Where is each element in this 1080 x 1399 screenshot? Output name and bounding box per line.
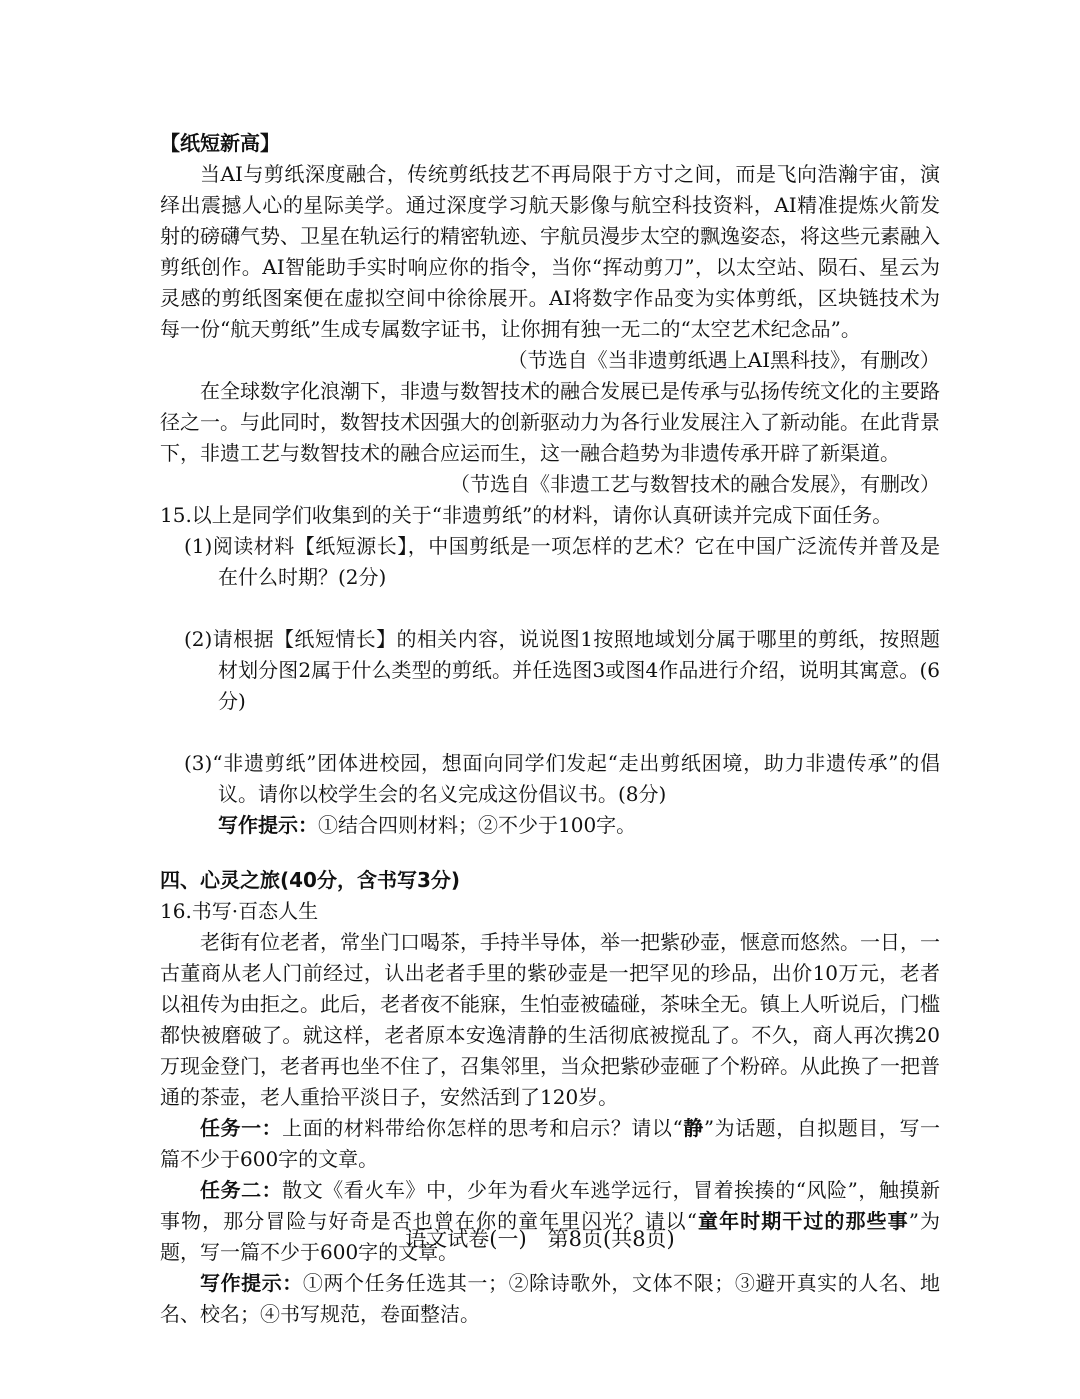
question-16-hint	[160, 1268, 940, 1330]
question-15-hint	[160, 810, 940, 841]
material-paragraph: 当AI与剪纸深度融合，传统剪纸技艺不再局限于方寸之间，而是飞向浩瀚宇宙，演绎出震撼人心的星际美学。通过深度学习航天影像与航空科技资料，AI精准提炼火箭发射的磅礴气势、卫星在轨运行的精密轨迹、宇航员漫步太空的飘逸姿态，将这些元素融入剪纸创作。AI智能助手实时响应你的指令，当你“挥动剪刀”，以太空站、陨石、星云为灵感的剪纸图案便在虚拟空间中徐徐展开。AI将数字作品变为实体剪纸，区块链技术为每一份“航天剪纸”生成专属数字证书，让你拥有独一无二的“太空艺术纪念品”。	[160, 162, 940, 341]
task-one	[160, 1113, 940, 1175]
material-paragraph: 在全球数字化浪潮下，非遗与数智技术的融合发展已是传承与弘扬传统文化的主要路径之一。与此同时，数智技术因强大的创新驱动力为各行业发展注入了新动能。在此背景下，非遗工艺与数智技术的融合应运而生，这一融合趋势为非遗传承开辟了新渠道。	[160, 379, 940, 465]
task-two-text: 散文《看火车》中，少年为看火车逃学远行，冒着挨揍的“风险”，触摸新事物，那分冒险与好奇是否也曾在你的童年里闪光？请以“	[160, 1178, 940, 1233]
hint-label: 写作提示：	[200, 1271, 303, 1295]
task-two-text: ”为题，写一篇不少于600字的文章。	[160, 1209, 940, 1264]
section-title: 四、心灵之旅(40分，含书写3分)	[160, 868, 461, 892]
material-heading: 【纸短新高】	[160, 131, 280, 155]
question-15-sub-1: (1)阅读材料【纸短源长】，中国剪纸是一项怎样的艺术？它在中国广泛流传并普及是在什么时期？(2分)	[184, 534, 940, 589]
material-source: （节选自《当非遗剪纸遇上AI黑科技》，有删改）	[507, 348, 940, 372]
question-15-sub-2: (2)请根据【纸短情长】的相关内容，说说图1按照地域划分属于哪里的剪纸，按照题材划分图2属于什么类型的剪纸。并任选图3或图4作品进行介绍，说明其寓意。(6分)	[184, 627, 940, 713]
task-two	[160, 1175, 940, 1268]
task-two-keyword: 童年时期干过的那些事	[696, 1209, 909, 1233]
page-footer: 语文试卷(一) 第8页(共8页)	[405, 1227, 675, 1251]
question-15-sub-3: (3)“非遗剪纸”团体进校园，想面向同学们发起“走出剪纸困境，助力非遗传承”的倡议。请你以校学生会的名义完成这份倡议书。(8分)	[184, 751, 940, 806]
exam-page	[160, 128, 940, 1330]
task-one-text: ”为话题，自拟题目，写一篇不少于600字的文章。	[160, 1116, 941, 1171]
hint-text: ①两个任务任选其一；②除诗歌外，文体不限；③避开真实的人名、地名、校名；④书写规范，卷面整洁。	[160, 1271, 941, 1326]
task-one-text: 上面的材料带给你怎样的思考和启示？请以“	[282, 1116, 683, 1140]
question-15-stem: 15.以上是同学们收集到的关于“非遗剪纸”的材料，请你认真研读并完成下面任务。	[160, 503, 893, 527]
task-one-keyword: 静	[682, 1116, 704, 1140]
question-16-stem: 16.书写·百态人生	[160, 899, 319, 923]
hint-label: 写作提示：	[218, 813, 318, 837]
task-two-label: 任务二：	[200, 1178, 283, 1202]
question-16-material: 老街有位老者，常坐门口喝茶，手持半导体，举一把紫砂壶，惬意而悠然。一日，一古董商从老人门前经过，认出老者手里的紫砂壶是一把罕见的珍品，出价10万元，老者以祖传为由拒之。此后，老者夜不能寐，生怕壶被磕碰，茶味全无。镇上人听说后，门槛都快被磨破了。就这样，老者原本安逸清静的生活彻底被搅乱了。不久，商人再次携20万现金登门，老者再也坐不住了，召集邻里，当众把紫砂壶砸了个粉碎。从此换了一把普通的茶壶，老人重拾平淡日子，安然活到了120岁。	[160, 930, 940, 1109]
task-one-label: 任务一：	[200, 1116, 283, 1140]
hint-text: ①结合四则材料；②不少于100字。	[318, 813, 637, 837]
material-source: （节选自《非遗工艺与数智技术的融合发展》，有删改）	[450, 472, 940, 496]
